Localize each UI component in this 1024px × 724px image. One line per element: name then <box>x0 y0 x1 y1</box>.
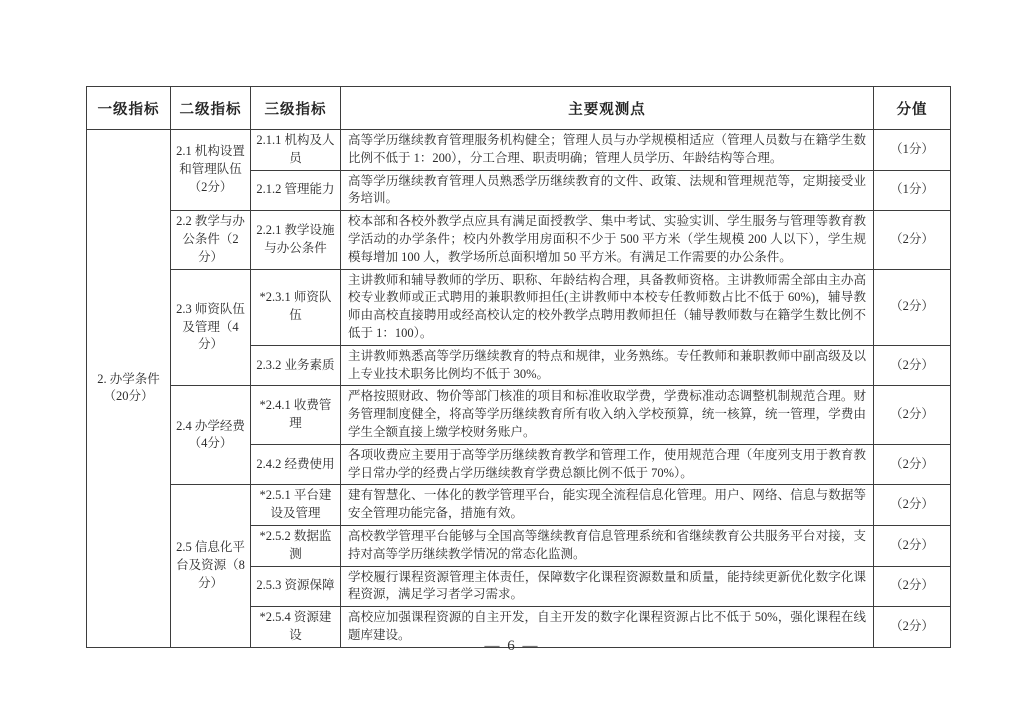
level3-cell: *2.5.2 数据监测 <box>251 525 341 566</box>
level3-cell: 2.5.3 资源保障 <box>251 566 341 607</box>
score-cell: （1分） <box>874 130 951 171</box>
level2-cell: 2.2 教学与办公条件（2分） <box>171 211 251 269</box>
header-level3: 三级指标 <box>251 87 341 130</box>
score-cell: （1分） <box>874 170 951 211</box>
level3-cell: 2.2.1 教学设施与办公条件 <box>251 211 341 269</box>
level3-cell: 2.4.2 经费使用 <box>251 444 341 485</box>
level3-cell: *2.5.1 平台建设及管理 <box>251 485 341 526</box>
observation-cell: 各项收费应主要用于高等学历继续教育教学和管理工作，使用规范合理（年度列支用于教育教学日常办学的经费占学历继续教育学费总额比例不低于 70%）。 <box>341 444 874 485</box>
level3-cell: *2.5.4 资源建设 <box>251 607 341 648</box>
level2-cell: 2.1 机构设置和管理队伍（2分） <box>171 130 251 211</box>
score-cell: （2分） <box>874 211 951 269</box>
table-header-row <box>87 87 951 130</box>
observation-cell: 高校教学管理平台能够与全国高等继续教育信息管理系统和省继续教育公共服务平台对接，支持对高等学历继续教学情况的常态化监测。 <box>341 525 874 566</box>
table-row <box>87 211 951 269</box>
observation-cell: 高等学历继续教育管理服务机构健全；管理人员与办学规模相适应（管理人员数与在籍学生数比例不低于 1：200），分工合理、职责明确；管理人员学历、年龄结构等合理。 <box>341 130 874 171</box>
table-row <box>87 386 951 444</box>
score-cell: （2分） <box>874 345 951 386</box>
header-observation: 主要观测点 <box>341 87 874 130</box>
table-row <box>87 485 951 526</box>
level2-cell: 2.4 办学经费（4分） <box>171 386 251 485</box>
level3-cell: 2.3.2 业务素质 <box>251 345 341 386</box>
score-cell: （2分） <box>874 525 951 566</box>
score-cell: （2分） <box>874 386 951 444</box>
table-row <box>87 130 951 171</box>
observation-cell: 严格按照财政、物价等部门核准的项目和标准收取学费，学费标准动态调整机制规范合理。财务管理制度健全，将高等学历继续教育所有收入纳入学校预算，统一核算，统一管理，学费由学生全额直接上缴学校财务账户。 <box>341 386 874 444</box>
indicator-table <box>86 86 951 648</box>
level3-cell: 2.1.1 机构及人员 <box>251 130 341 171</box>
observation-cell: 高等学历继续教育管理人员熟悉学历继续教育的文件、政策、法规和管理规范等，定期接受业务培训。 <box>341 170 874 211</box>
score-cell: （2分） <box>874 269 951 345</box>
level3-cell: 2.1.2 管理能力 <box>251 170 341 211</box>
observation-cell: 主讲教师熟悉高等学历继续教育的特点和规律，业务熟练。专任教师和兼职教师中副高级及以上专业技术职务比例均不低于 30%。 <box>341 345 874 386</box>
score-cell: （2分） <box>874 444 951 485</box>
observation-cell: 高校应加强课程资源的自主开发，自主开发的数字化课程资源占比不低于 50%，强化课程在线题库建设。 <box>341 607 874 648</box>
level3-cell: *2.3.1 师资队伍 <box>251 269 341 345</box>
header-score: 分值 <box>874 87 951 130</box>
observation-cell: 建有智慧化、一体化的教学管理平台，能实现全流程信息化管理。用户、网络、信息与数据等安全管理功能完备，措施有效。 <box>341 485 874 526</box>
level2-cell: 2.3 师资队伍及管理（4分） <box>171 269 251 386</box>
level2-cell: 2.5 信息化平台及资源（8分） <box>171 485 251 647</box>
observation-cell: 校本部和各校外教学点应具有满足面授教学、集中考试、实验实训、学生服务与管理等教育教学活动的办学条件；校内外教学用房面积不少于 500 平方米（学生规模 200 人以下），学生规模每增加 100 人，教学场所总面积增加 50 平方米。有满足工作需要的办公条件。 <box>341 211 874 269</box>
score-cell: （2分） <box>874 566 951 607</box>
score-cell: （2分） <box>874 607 951 648</box>
header-level1: 一级指标 <box>87 87 171 130</box>
page-number: — 6 — <box>484 638 540 654</box>
table-row <box>87 269 951 345</box>
observation-cell: 主讲教师和辅导教师的学历、职称、年龄结构合理，具备教师资格。主讲教师需全部由主办高校专业教师或正式聘用的兼职教师担任(主讲教师中本校专任教师数占比不低于 60%)，辅导教师由高校直接聘用或经高校认定的校外教学点聘用教师担任（辅导教师数与在籍学生数比例不低于 1：100）。 <box>341 269 874 345</box>
header-level2: 二级指标 <box>171 87 251 130</box>
level3-cell: *2.4.1 收费管理 <box>251 386 341 444</box>
observation-cell: 学校履行课程资源管理主体责任，保障数字化课程资源数量和质量，能持续更新优化数字化课程资源，满足学习者学习需求。 <box>341 566 874 607</box>
score-cell: （2分） <box>874 485 951 526</box>
level1-cell: 2. 办学条件（20分） <box>87 130 171 648</box>
